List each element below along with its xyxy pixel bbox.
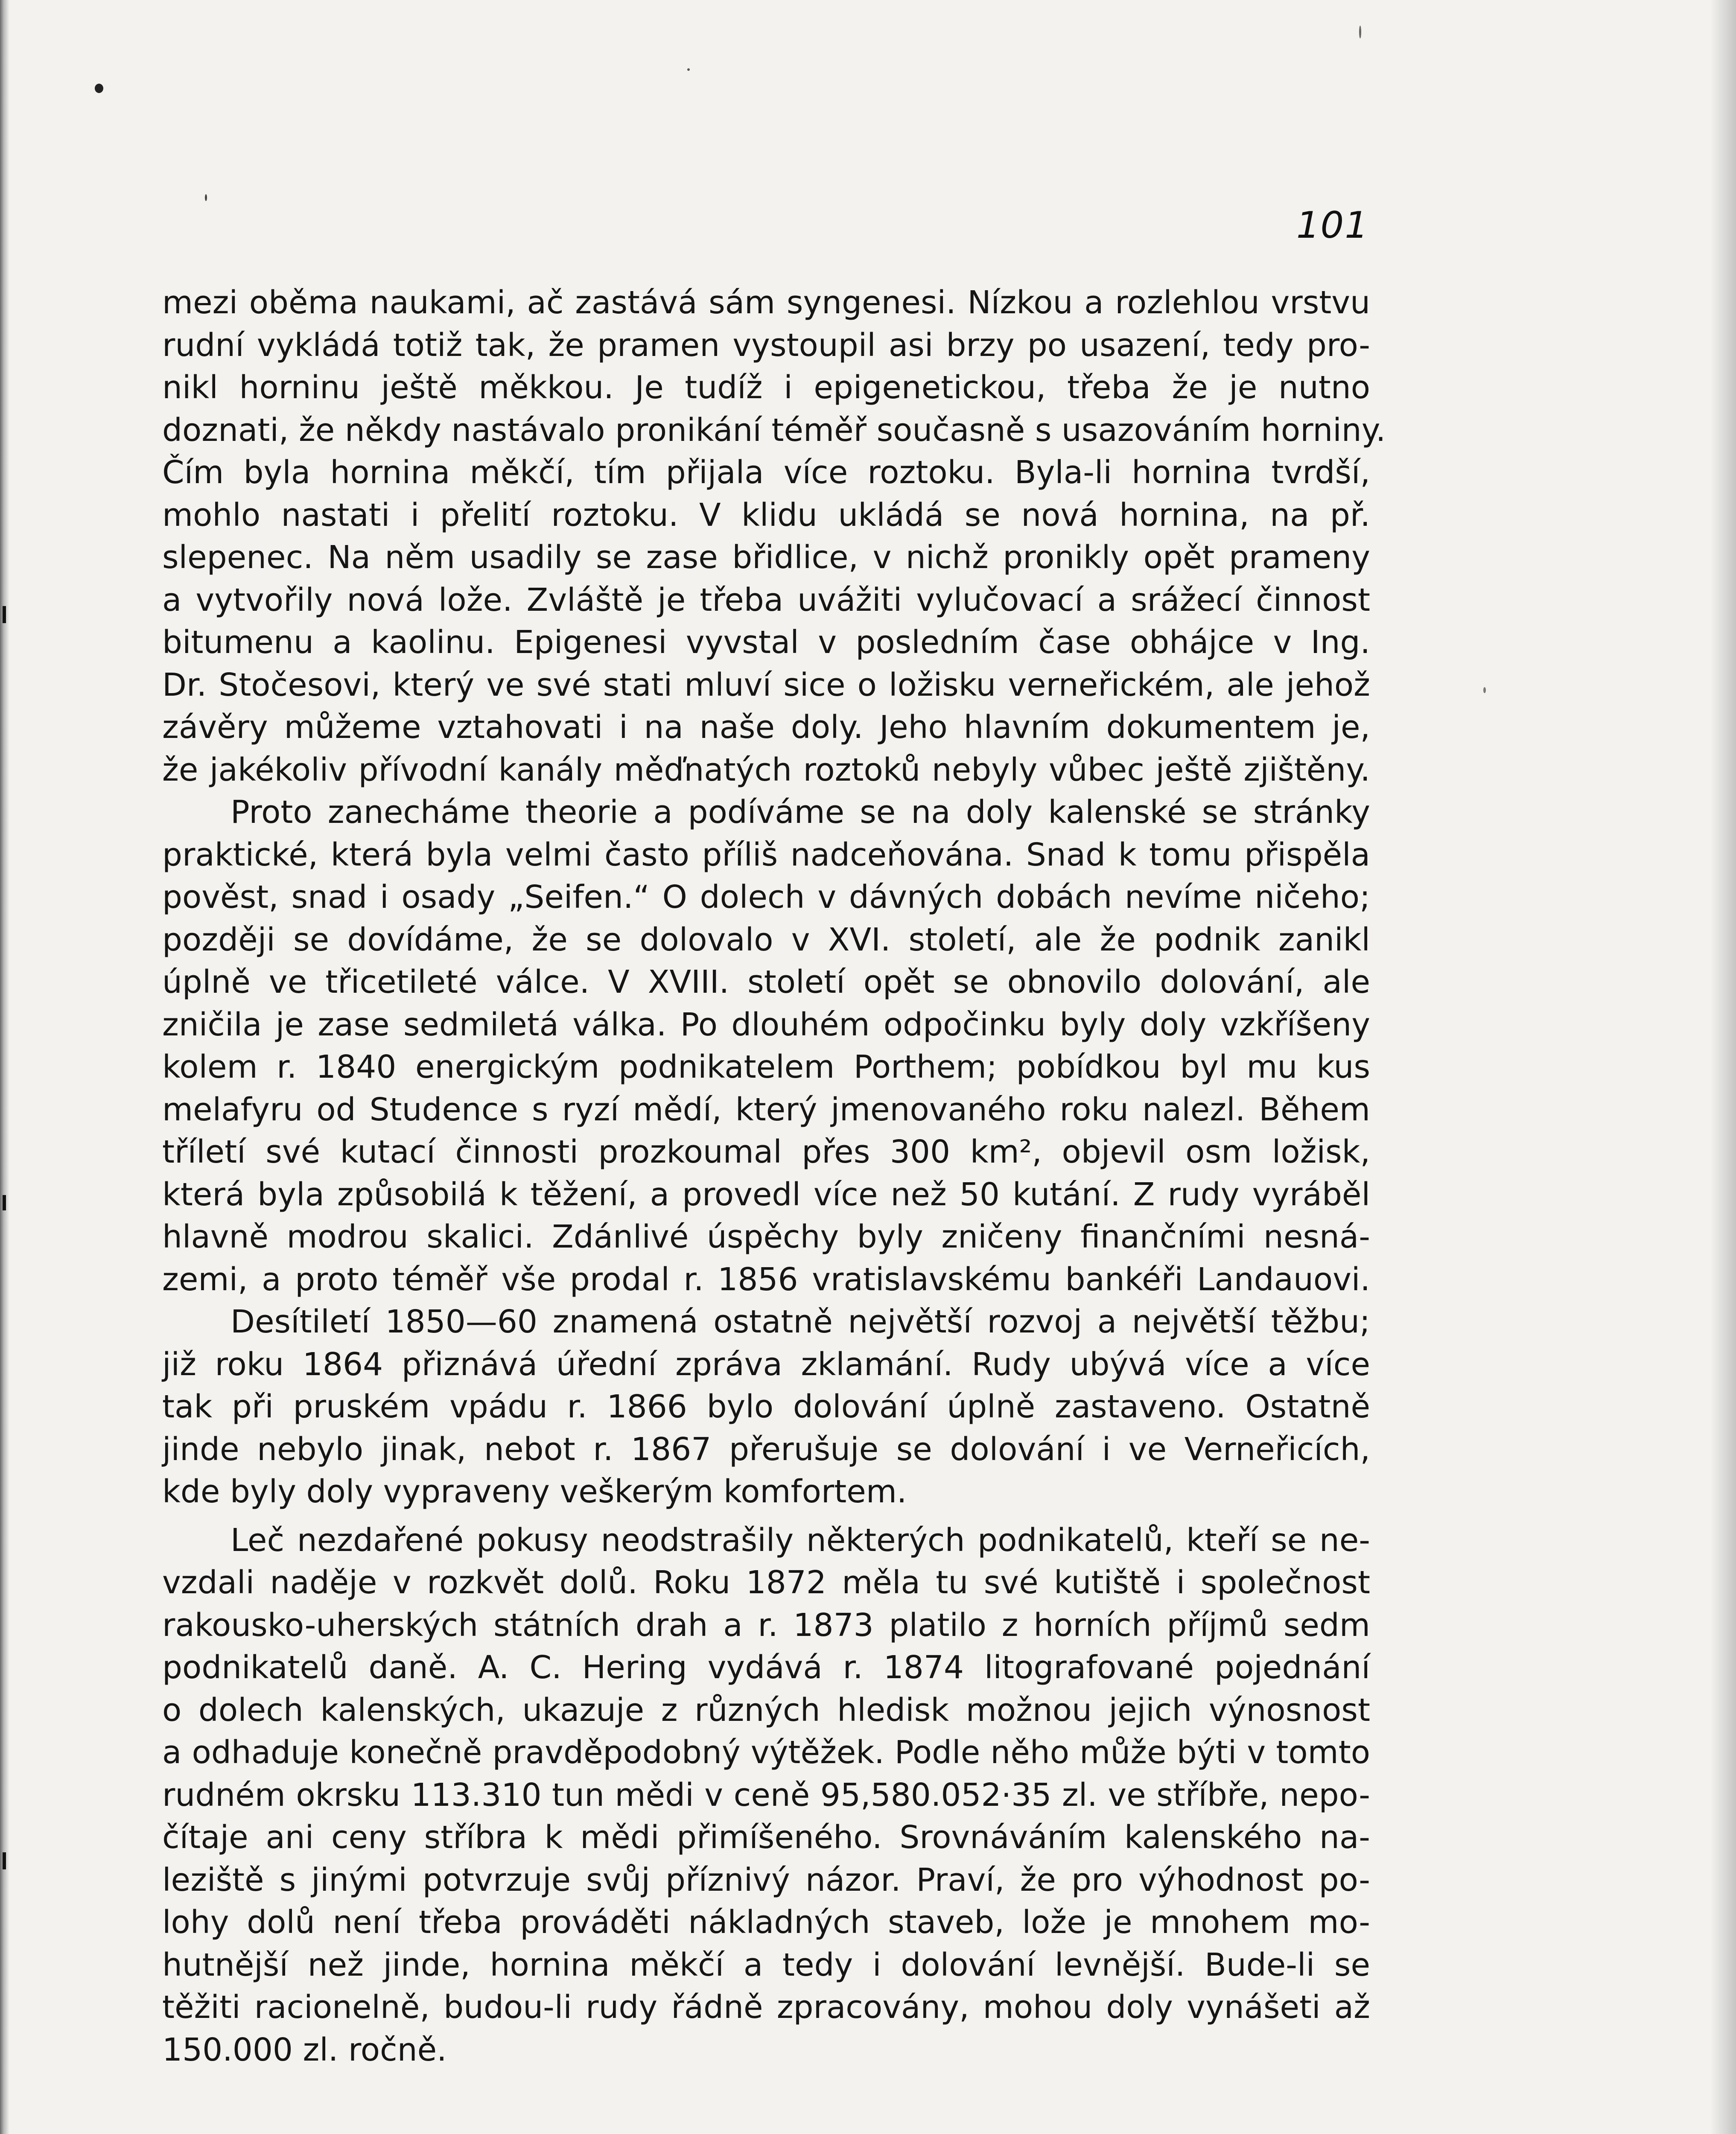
text-line: těžiti racionelně, budou-li rudy řádně zpracovány, mohou doly vynášeti až [162,1989,1370,2026]
text-line: hlavně modrou skalici. Zdánlivé úspěchy byly zničeny finančními nesná- [162,1219,1370,1255]
text-line: závěry můžeme vztahovati i na naše doly. Jeho hlavním dokumentem je, [162,709,1370,746]
text-line: Čím byla hornina měkčí, tím přijala více roztoku. Byla-li hornina tvrdší, [162,454,1370,491]
text-line: že jakékoliv přívodní kanály měďnatých roztoků nebyly vůbec ještě zjištěny. [162,751,1370,788]
scan-speck [1359,26,1361,38]
body-text [162,282,1386,2071]
binding-mark [3,1195,6,1210]
text-line: Dr. Stočesovi, který ve své stati mluví sice o ložisku verneřickém, ale jehož [162,666,1370,703]
text-line: melafyru od Studence s ryzí mědí, který jmenovaného roku nalezl. Během [162,1091,1370,1128]
scan-edge-right [1710,0,1736,2134]
text-line: a vytvořily nová lože. Zvláště je třeba uvážiti vylučovací a srážecí činnost [162,581,1370,618]
scan-speck [205,194,207,201]
text-line: bitumenu a kaolinu. Epigenesi vyvstal v posledním čase obhájce v Ing. [162,624,1370,661]
text-line: nikl horninu ještě měkkou. Je tudíž i epigenetickou, třeba že je nutno [162,369,1370,406]
text-line: úplně ve třicetileté válce. V XVIII. století opět se obnovilo dolování, ale [162,964,1370,1000]
paragraph-gap [162,1513,1370,1519]
text-line: leziště s jinými potvrzuje svůj příznivý názor. Praví, že pro výhodnost po- [162,1861,1370,1898]
text-line: slepenec. Na něm usadily se zase břidlice, v nichž pronikly opět prameny [162,539,1370,576]
text-line: již roku 1864 přiznává úřední zpráva zklamání. Rudy ubývá více a více [162,1346,1370,1383]
text-line: tříletí své kutací činnosti prozkoumal přes 300 km², objevil osm ložisk, [162,1134,1370,1170]
text-line: pověst, snad i osady „Seifen.“ O dolech v dávných dobách nevíme ničeho; [162,879,1370,915]
text-line: mezi oběma naukami, ač zastává sám syngenesi. Nízkou a rozlehlou vrstvu [162,284,1370,321]
text-line: vzdali naděje v rozkvět dolů. Roku 1872 měla tu své kutiště i společnost [162,1564,1370,1601]
text-line: rakousko-uherských státních drah a r. 1873 platilo z horních příjmů sedm [162,1606,1370,1644]
text-line: kolem r. 1840 energickým podnikatelem Porthem; pobídkou byl mu kus [162,1049,1370,1085]
text-line: praktické, která byla velmi často příliš nadceňována. Snad k tomu přispěla [162,836,1370,873]
scan-speck [687,68,690,71]
text-line: lohy dolů není třeba prováděti nákladných staveb, lože je mnohem mo- [162,1904,1370,1941]
text-line: později se dovídáme, že se dolovalo v XVI. století, ale že podnik zanikl [162,921,1370,958]
text-line: zemi, a proto téměř vše prodal r. 1856 vratislavskému bankéři Landauovi. [162,1261,1370,1298]
text-line: podnikatelů daně. A. C. Hering vydává r. 1874 litografované pojednání [162,1649,1370,1686]
paragraph-1 [162,282,1386,791]
text-line: jinde nebylo jinak, nebot r. 1867 přerušuje se dolování i ve Verneřicích, [162,1431,1370,1468]
text-line: která byla způsobilá k těžení, a provedl více než 50 kutání. Z rudy vyráběl [162,1176,1370,1213]
page-number: 101 [1296,204,1369,247]
text-line: zničila je zase sedmiletá válka. Po dlouhém odpočinku byly doly vzkříšeny [162,1006,1370,1043]
text-line: rudném okrsku 113.310 tun mědi v ceně 95,580.052·35 zl. ve stříbře, nepo- [162,1776,1370,1813]
paragraph-4 [162,1519,1370,2072]
binding-mark [3,1852,6,1869]
text-line: mohlo nastati i přelití roztoku. V klidu ukládá se nová hornina, na př. [162,496,1370,534]
text-line: doznati, že někdy nastávalo pronikání téměř současně s usazováním horniny. [162,411,1386,449]
text-line: hutnější než jinde, hornina měkčí a tedy i dolování levnější. Bude-li se [162,1946,1370,1983]
text-line: rudní vykládá totiž tak, že pramen vystoupil asi brzy po usazení, tedy pro- [162,327,1370,364]
text-line: o dolech kalenských, ukazuje z různých hledisk možnou jejich výnosnost [162,1691,1370,1729]
scan-speck [95,84,103,93]
text-line: kde byly doly vypraveny veškerým komfortem. [162,1473,907,1510]
text-line: čítaje ani ceny stříbra k mědi přimíšeného. Srovnáváním kalenského na- [162,1819,1370,1856]
text-line: tak při pruském vpádu r. 1866 bylo dolování úplně zastaveno. Ostatně [162,1388,1370,1425]
text-line: Leč nezdařené pokusy neodstrašily některých podnikatelů, kteří se ne- [230,1522,1370,1559]
text-line: Desítiletí 1850—60 znamená ostatně největší rozvoj a největší těžbu; [230,1303,1370,1340]
scan-speck [1483,687,1486,693]
text-line: Proto zanecháme theorie a podíváme se na doly kalenské se stránky [230,794,1370,831]
binding-mark [3,606,6,623]
paragraph-2 [162,791,1370,1301]
text-line: 150.000 zl. ročně. [162,2031,447,2068]
paragraph-3 [162,1301,1370,1513]
text-line: a odhaduje konečně pravděpodobný výtěžek. Podle něho může býti v tomto [162,1734,1370,1771]
scan-edge-left [0,0,9,2134]
